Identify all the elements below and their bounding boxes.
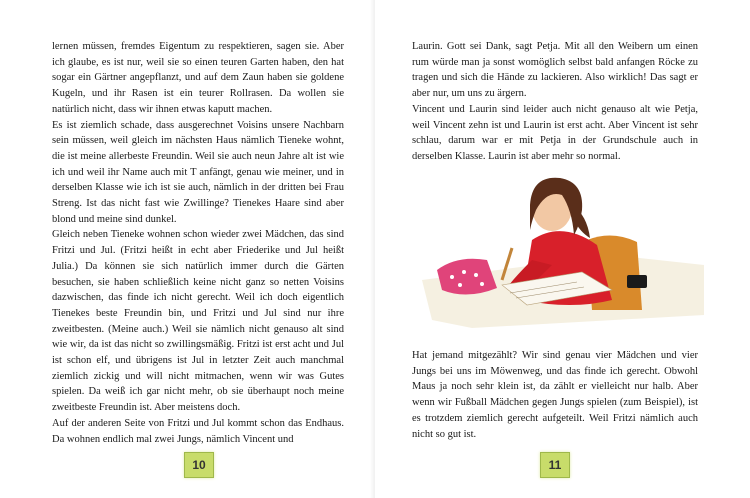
page-number-left: 10 — [184, 452, 214, 478]
paragraph: Es ist ziemlich schade, dass ausgerechnet Voisins unsere Nachbarn sein müssen, weil gleich im nächsten Haus nämlich Tieneke wohnt, die ist meine allerbeste Freundin. Weil sie auch neun Jahre alt ist wie ich und weil ihr Name auch mit T anfängt, genau wie meiner, und in derselben Klasse wie ich ist sie auch, nämlich in der dritten bei Frau Streng. Ist das nicht fast wie Zwillinge? Tienekes Haare sind aber blond und meine sind dunkel. — [52, 119, 344, 225]
girl-writing-illustration — [412, 160, 704, 330]
right-page-text-top — [412, 39, 698, 165]
paragraph: Auf der anderen Seite von Fritzi und Jul kommt schon das Endhaus. Da wohnen endlich mal zwei Jungs, nämlich Vincent und — [52, 417, 344, 445]
page-number-right: 11 — [540, 452, 570, 478]
right-page-text-bottom — [412, 348, 698, 442]
paragraph: Hat jemand mitgezählt? Wir sind genau vier Mädchen und vier Jungs bei uns im Möwenweg, und das finde ich gerecht. Obwohl Maus ja noch sehr klein ist, da zählt er vielleicht nur halb. Aber wenn wir Fußball Mädchen gegen Jungs spielen (zum Beispiel), ist es trotzdem ziemlich gerecht aufgeteilt. Weil Fritzi nämlich auch nicht so gut ist. — [412, 350, 698, 440]
paragraph: Gleich neben Tieneke wohnen schon wieder zwei Mädchen, das sind Fritzi und Jul. (Fritzi heißt in echt aber Friederike und Jul heißt Julia.) Da können sie sich natürlich immer durch die Gärten besuchen, sie haben schließlich keine nicht ganz so netten Voisins dazwischen, das finde ich nicht gerecht. Weil ich doch eigentlich Tienekes beste Freundin bin, und Fritzi und Jul sind nur ihre zweitbesten. (Meine auch.) Weil sie nämlich nicht genauso alt sind wie wir, da ist das nicht so zwillingsmäßig. Fritzi ist erst acht und Jul ist schon elf, und übrigens ist Jul in letzter Zeit auch manchmal ziemlich zickig und will nicht mitmachen, wenn wir was Gutes spielen. Da weiß ich gar nicht mehr, ob sie überhaupt noch meine zweitbeste Freundin ist. Aber meistens doch. — [52, 229, 344, 414]
paragraph: lernen müssen, fremdes Eigentum zu respektieren, sagen sie. Aber ich glaube, es ist nur, weil sie so einen teuren Garten haben, den hat sogar ein Gärtner angepflanzt, und auf dem Zaun haben sie goldene Kugeln, und ihr Rasen ist ein teurer Rollrasen. Da wollen sie natürlich nicht, dass wir ihnen etwas kaputt machen. — [52, 41, 344, 115]
paragraph: Laurin. Gott sei Dank, sagt Petja. Mit all den Weibern um einen rum würde man ja sonst womöglich selbst bald anfangen Röcke zu tragen und sich die Hände zu lackieren. Also wirklich! Das sagt er aber nur, um uns zu ärgern. — [412, 41, 698, 100]
left-page-text — [52, 39, 344, 447]
paragraph: Vincent und Laurin sind leider auch nicht genauso alt wie Petja, weil Vincent zehn ist und Laurin ist erst acht. Aber Vincent ist sehr schlau, darum war er mit Petja in der Grundschule auch in derselben Klasse. Laurin ist aber mehr so normal. — [412, 103, 698, 162]
